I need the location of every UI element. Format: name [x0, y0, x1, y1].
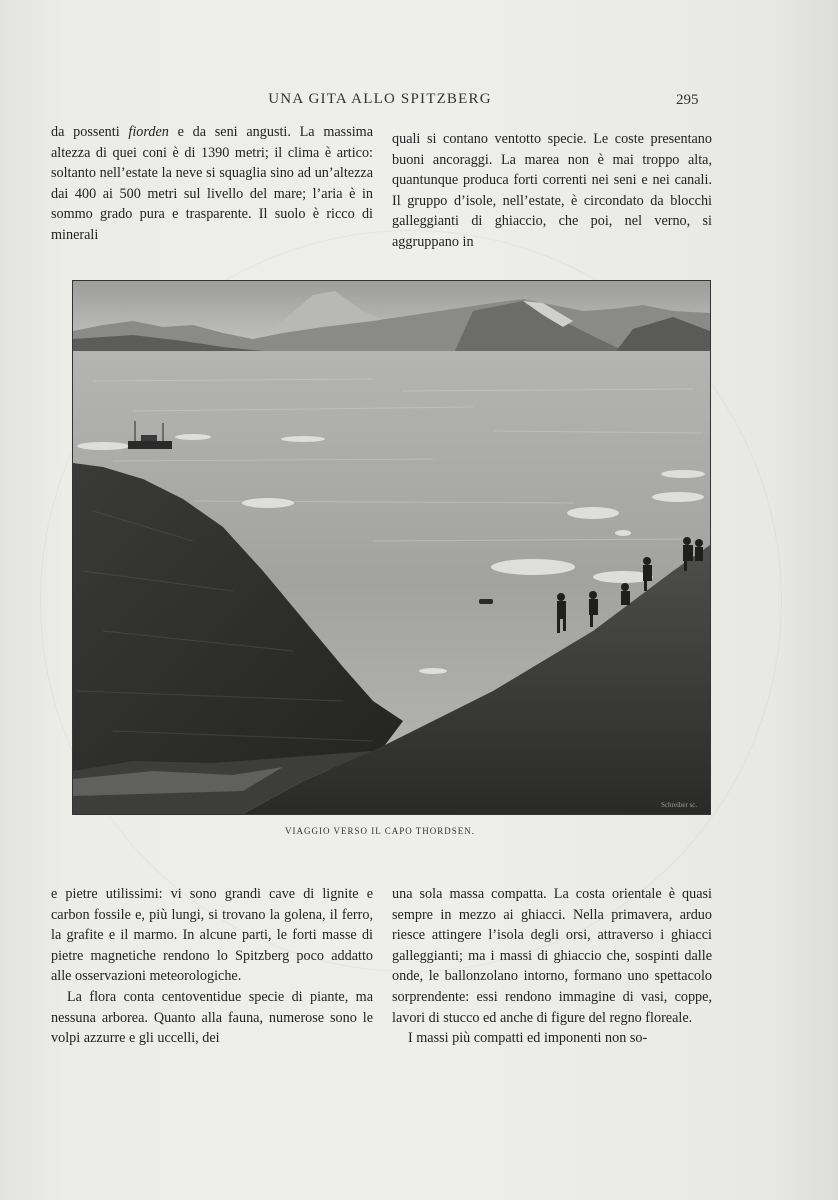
italic-term: fiorden [128, 124, 169, 140]
running-header-title: UNA GITA ALLO SPITZBERG [268, 91, 492, 107]
ice-floe [567, 507, 619, 519]
ice-floe [77, 442, 129, 450]
ice-floe [652, 492, 704, 502]
bottom-right-paragraph-2: I massi più compatti ed imponenti non so- [408, 1030, 648, 1047]
engraving-illustration [72, 280, 711, 815]
top-left-column [51, 122, 373, 246]
bottom-left-column [51, 884, 373, 1049]
bottom-right-paragraph-1: una sola massa compatta. La costa orientale è quasi sempre in mezzo ai ghiacci. Nella primavera, arduo riesce attingere l’isola degli orsi, attraverso i ghiacci galleggianti; ma i massi di ghiaccio che, sospinti dalle onde, le ballonzolano intorno, formano uno spettacolo sorprendente: essi rendono immagine di vasi, coppe, lavori di stucco ed anche di figure del regno floreale. [392, 886, 712, 1026]
hiker [621, 583, 630, 605]
figure-caption: VIAGGIO VERSO IL CAPO THORDSEN. [284, 826, 476, 836]
ice-floe [242, 498, 294, 508]
ice-floe [661, 470, 705, 478]
engraver-credit: Schreiber sc. [661, 801, 698, 809]
top-left-paragraph [51, 122, 373, 246]
page-number: 295 [676, 92, 699, 108]
ice-floe [491, 559, 575, 575]
rowboat [479, 599, 493, 604]
ice-floe [175, 434, 211, 440]
bottom-right-column [392, 884, 712, 1049]
bottom-left-paragraph-2: La flora conta centoventidue specie di piante, ma nessuna arborea. Quanto alla fauna, numerose sono le volpi azzurre e gli uccelli, dei [51, 988, 373, 1047]
ice-floe [281, 436, 325, 442]
ice-floe [615, 530, 631, 536]
top-right-column [392, 129, 712, 253]
bottom-left-paragraph-1: e pietre utilissimi: vi sono grandi cave di lignite e carbon fossile e, più lungi, si trovano la golena, il ferro, la grafite e il marmo. In alcune parti, le forti masse di pietre magnetiche rendono lo Spitzberg poco addatto alle osservazioni meteorologiche. [51, 886, 373, 985]
ice-floe [419, 668, 447, 674]
hiker [695, 539, 703, 561]
text-span: e da seni angusti. La massima altezza di quei coni è di 1390 metri; il clima è artico: soltanto nell’estate la neve si squaglia sino ad un’altezza dai 400 ai 500 metri sul livello del mare; l’aria è in sommo grado pura e trasparente. Il suolo è ricco di minerali [51, 124, 373, 243]
landscape-engraving [73, 281, 710, 814]
top-right-paragraph: quali si contano ventotto specie. Le coste presentano buoni ancoraggi. La marea non è mai troppo alta, quantunque produca forti correnti nei seni e nei canali. Il gruppo d’isole, nell’estate, è circondato da blocchi galleggianti di ghiaccio, che poi, nel verno, si aggruppano in [392, 131, 712, 250]
text-span: da possenti [51, 124, 129, 140]
